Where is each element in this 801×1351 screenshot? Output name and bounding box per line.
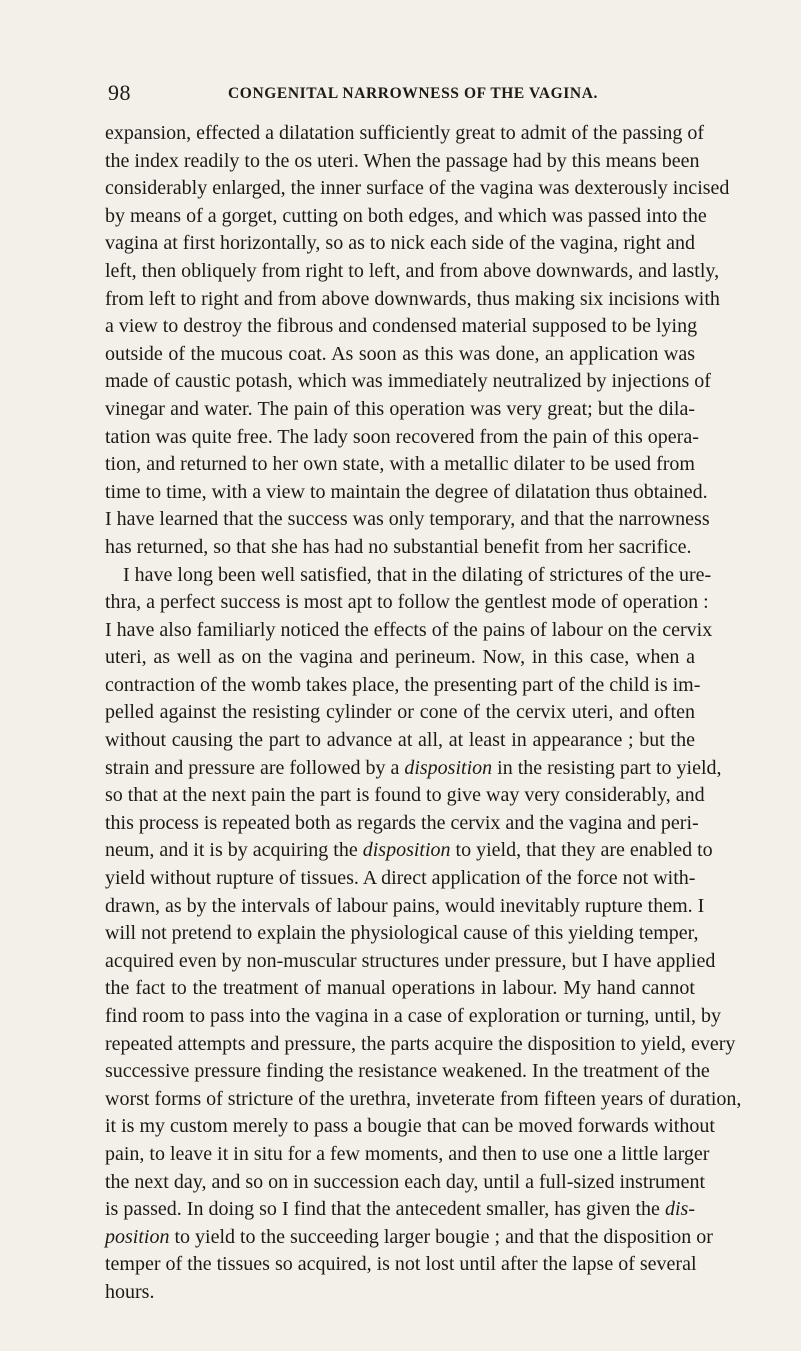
text-line: I have long been well satisfied, that in the dilating of strictures of the ure- [123, 563, 712, 586]
text-line: vinegar and water. The pain of this operation was very great; but the dila- [105, 397, 695, 420]
text-line: repeated attempts and pressure, the parts acquire the disposition to yield, every [105, 1032, 736, 1055]
italic-term: disposition [362, 839, 451, 862]
text-line: has returned, so that she has had no substantial benefit from her sacrifice. [105, 535, 692, 558]
text-line: hours. [105, 1280, 155, 1303]
text-run: neum, and it is by acquiring the [105, 839, 363, 862]
text-run: in the resisting part to yield, [492, 756, 722, 779]
text-line-mixed [105, 837, 713, 865]
text-line: tion, and returned to her own state, with a metallic dilater to be used from [105, 453, 695, 476]
page-number: 98 [108, 80, 131, 105]
text-line-mixed [105, 1224, 713, 1252]
text-line: vagina at first horizontally, so as to nick each side of the vagina, right and [105, 232, 695, 255]
text-line: yield without rupture of tissues. A direct application of the force not with- [105, 867, 696, 890]
body-text [105, 120, 742, 1307]
text-run: to yield, that they are enabled to [450, 839, 713, 862]
text-line: pelled against the resisting cylinder or cone of the cervix uteri, and often [105, 701, 695, 724]
text-line: worst forms of stricture of the urethra, inveterate from fifteen years of duration, [105, 1087, 742, 1110]
text-line: drawn, as by the intervals of labour pains, would inevitably rupture them. I [105, 894, 705, 917]
text-line: successive pressure finding the resistance weakened. In the treatment of the [105, 1060, 710, 1083]
text-line: made of caustic potash, which was immediately neutralized by injections of [105, 370, 711, 393]
text-line: uteri, as well as on the vagina and perineum. Now, in this case, when a [105, 646, 695, 669]
text-line: acquired even by non-muscular structures under pressure, but I have applied [105, 949, 716, 972]
text-line: outside of the mucous coat. As soon as this was done, an application was [105, 342, 695, 365]
text-run: strain and pressure are followed by a [105, 756, 405, 779]
italic-term: disposition [404, 756, 493, 779]
text-line: it is my custom merely to pass a bougie that can be moved forwards without [105, 1115, 715, 1138]
italic-term: dis- [665, 1198, 695, 1221]
text-line: time to time, with a view to maintain the degree of dilatation thus obtained. [105, 480, 708, 503]
text-line: expansion, effected a dilatation sufficiently great to admit of the passing of [105, 122, 705, 144]
text-line: tation was quite free. The lady soon recovered from the pain of this opera- [105, 425, 699, 448]
text-line: without causing the part to advance at all, at least in appearance ; but the [105, 729, 695, 752]
text-line: the fact to the treatment of manual operations in labour. My hand cannot [105, 977, 695, 1000]
text-line: the index readily to the os uteri. When the passage had by this means been [105, 149, 700, 172]
text-line: a view to destroy the fibrous and condensed material supposed to be lying [105, 315, 698, 338]
text-line: by means of a gorget, cutting on both edges, and which was passed into the [105, 204, 707, 227]
text-line: thra, a perfect success is most apt to follow the gentlest mode of operation : [105, 591, 709, 614]
text-line: the next day, and so on in succession each day, until a full-sized instrument [105, 1170, 706, 1193]
running-title: CONGENITAL NARROWNESS OF THE VAGINA. [228, 85, 598, 102]
text-line: find room to pass into the vagina in a case of exploration or turning, until, by [105, 1005, 721, 1027]
text-line: will not pretend to explain the physiological cause of this yielding temper, [105, 922, 699, 945]
text-run: to yield to the succeeding larger bougie ; and that the disposition or [169, 1225, 713, 1248]
text-line: so that at the next pain the part is found to give way very considerably, and [105, 784, 705, 807]
text-line: temper of the tissues so acquired, is not lost until after the lapse of several [105, 1253, 697, 1276]
italic-term: position [105, 1225, 170, 1248]
text-line: I have learned that the success was only temporary, and that the narrowness [105, 508, 710, 531]
text-line: contraction of the womb takes place, the presenting part of the child is im- [105, 673, 701, 696]
text-line: from left to right and from above downwards, thus making six incisions with [105, 287, 720, 310]
text-line-mixed [105, 1196, 695, 1224]
text-line-mixed [105, 755, 722, 783]
text-line: I have also familiarly noticed the effects of the pains of labour on the cervix [105, 618, 713, 641]
text-line: this process is repeated both as regards the cervix and the vagina and peri- [105, 811, 699, 834]
text-line: left, then obliquely from right to left, and from above downwards, and lastly, [105, 259, 720, 282]
text-run: is passed. In doing so I find that the antecedent smaller, has given the [105, 1198, 665, 1221]
text-line: pain, to leave it in situ for a few moments, and then to use one a little larger [105, 1142, 710, 1165]
running-head [0, 80, 801, 106]
text-line: considerably enlarged, the inner surface of the vagina was dexterously incised [105, 177, 730, 200]
